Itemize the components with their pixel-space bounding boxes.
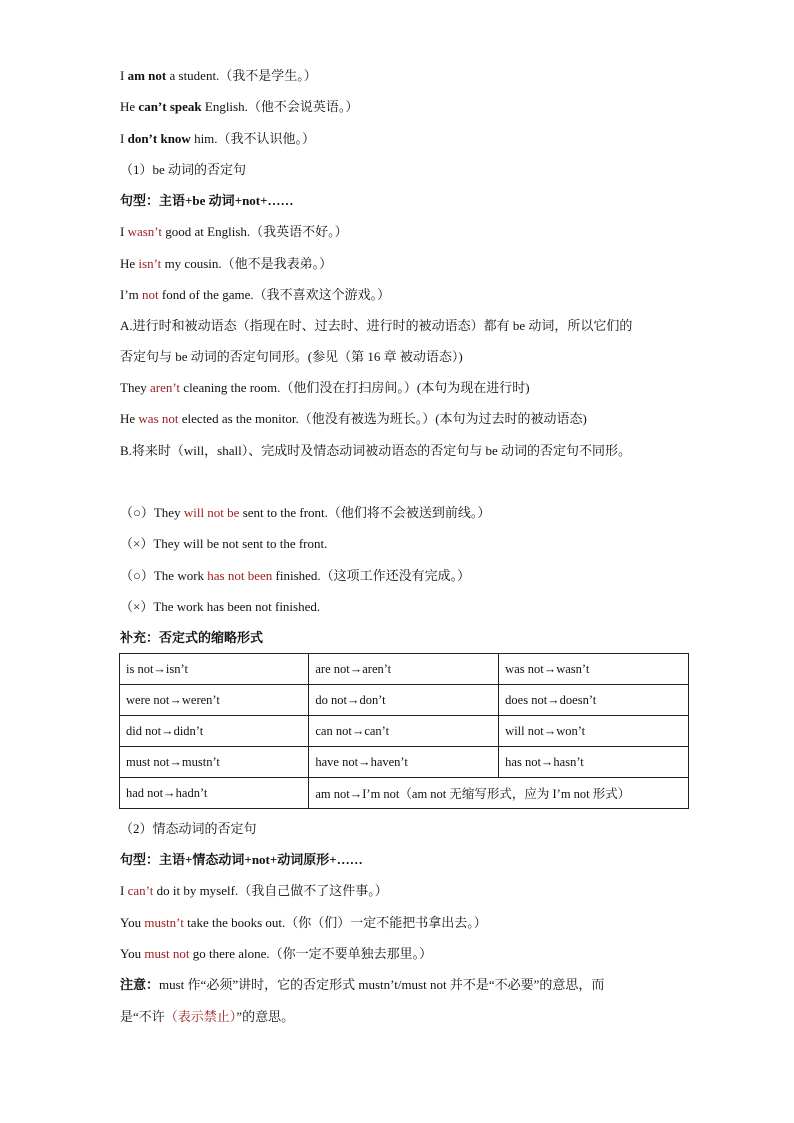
table-cell: was not→wasn’t [499, 654, 689, 685]
note-line: 是“不许（表示禁止）”的意思。 [120, 1009, 295, 1024]
table-cell: must not→mustn’t [120, 747, 309, 778]
table-cell: is not→isn’t [120, 654, 309, 685]
example-sentence: （○）The work has not been finished.（这项工作还没有完成。） [120, 568, 471, 583]
table-cell: will not→won’t [499, 716, 689, 747]
table-row [120, 747, 689, 778]
example-sentence: You mustn’t take the books out.（你（们）一定不能把书拿出去。） [120, 915, 487, 930]
table-row [120, 654, 689, 685]
table-cell: were not→weren’t [120, 685, 309, 716]
table-row [120, 716, 689, 747]
section-heading: （2）情态动词的否定句 [120, 821, 257, 836]
example-sentence: （×）The work has been not finished. [120, 599, 321, 614]
note-line: 注意：must 作“必须”讲时，它的否定形式 mustn’t/must not 并不是“不必要”的意思，而 [120, 977, 605, 992]
table-cell: did not→didn’t [120, 716, 309, 747]
intro-line: He can’t speak English.（他不会说英语。） [120, 99, 359, 114]
example-sentence: （○）They will not be sent to the front.（他们将不会被送到前线。） [120, 505, 491, 520]
note-b-line: B.将来时（will，shall）、完成时及情态动词被动语态的否定句与 be 动词的否定句不同形。 [120, 443, 631, 458]
example-sentence: （×）They will be not sent to the front. [120, 536, 328, 551]
note-a-line: 否定句与 be 动词的否定句同形。(参见（第 16 章 被动语态）) [120, 349, 463, 364]
example-sentence: You must not go there alone.（你一定不要单独去那里。） [120, 946, 433, 961]
table-cell: can not→can’t [309, 716, 499, 747]
example-sentence: I wasn’t good at English.（我英语不好。） [120, 224, 348, 239]
note-a-line: A.进行时和被动语态（指现在时、过去时、进行时的被动语态）都有 be 动词，所以它们的 [120, 318, 633, 333]
table-cell: had not→hadn’t [120, 778, 309, 809]
contraction-table [119, 653, 689, 809]
supplement-heading: 补充：否定式的缩略形式 [120, 630, 264, 645]
table-cell: have not→haven’t [309, 747, 499, 778]
table-row [120, 685, 689, 716]
example-sentence: I can’t do it by myself.（我自己做不了这件事。） [120, 883, 388, 898]
example-sentence: He isn’t my cousin.（他不是我表弟。） [120, 256, 333, 271]
sentence-pattern: 句型：主语+be 动词+not+…… [120, 193, 294, 208]
section-heading: （1）be 动词的否定句 [120, 162, 247, 177]
table-cell: has not→hasn’t [499, 747, 689, 778]
table-cell: are not→aren’t [309, 654, 499, 685]
example-sentence: He was not elected as the monitor.（他没有被选为班长。）(本句为过去时的被动语态) [120, 411, 587, 426]
sentence-pattern: 句型：主语+情态动词+not+动词原形+…… [120, 852, 363, 867]
intro-line: I am not a student.（我不是学生。） [120, 68, 317, 83]
example-sentence: They aren’t cleaning the room.（他们没在打扫房间。）(本句为现在进行时) [120, 380, 530, 395]
intro-line: I don’t know him.（我不认识他。） [120, 131, 316, 146]
table-cell: does not→doesn’t [499, 685, 689, 716]
example-sentence: I’m not fond of the game.（我不喜欢这个游戏。） [120, 287, 391, 302]
table-cell: am not→I’m not（am not 无缩写形式，应为 I’m not 形式） [309, 778, 689, 809]
table-cell: do not→don’t [309, 685, 499, 716]
table-row [120, 778, 689, 809]
